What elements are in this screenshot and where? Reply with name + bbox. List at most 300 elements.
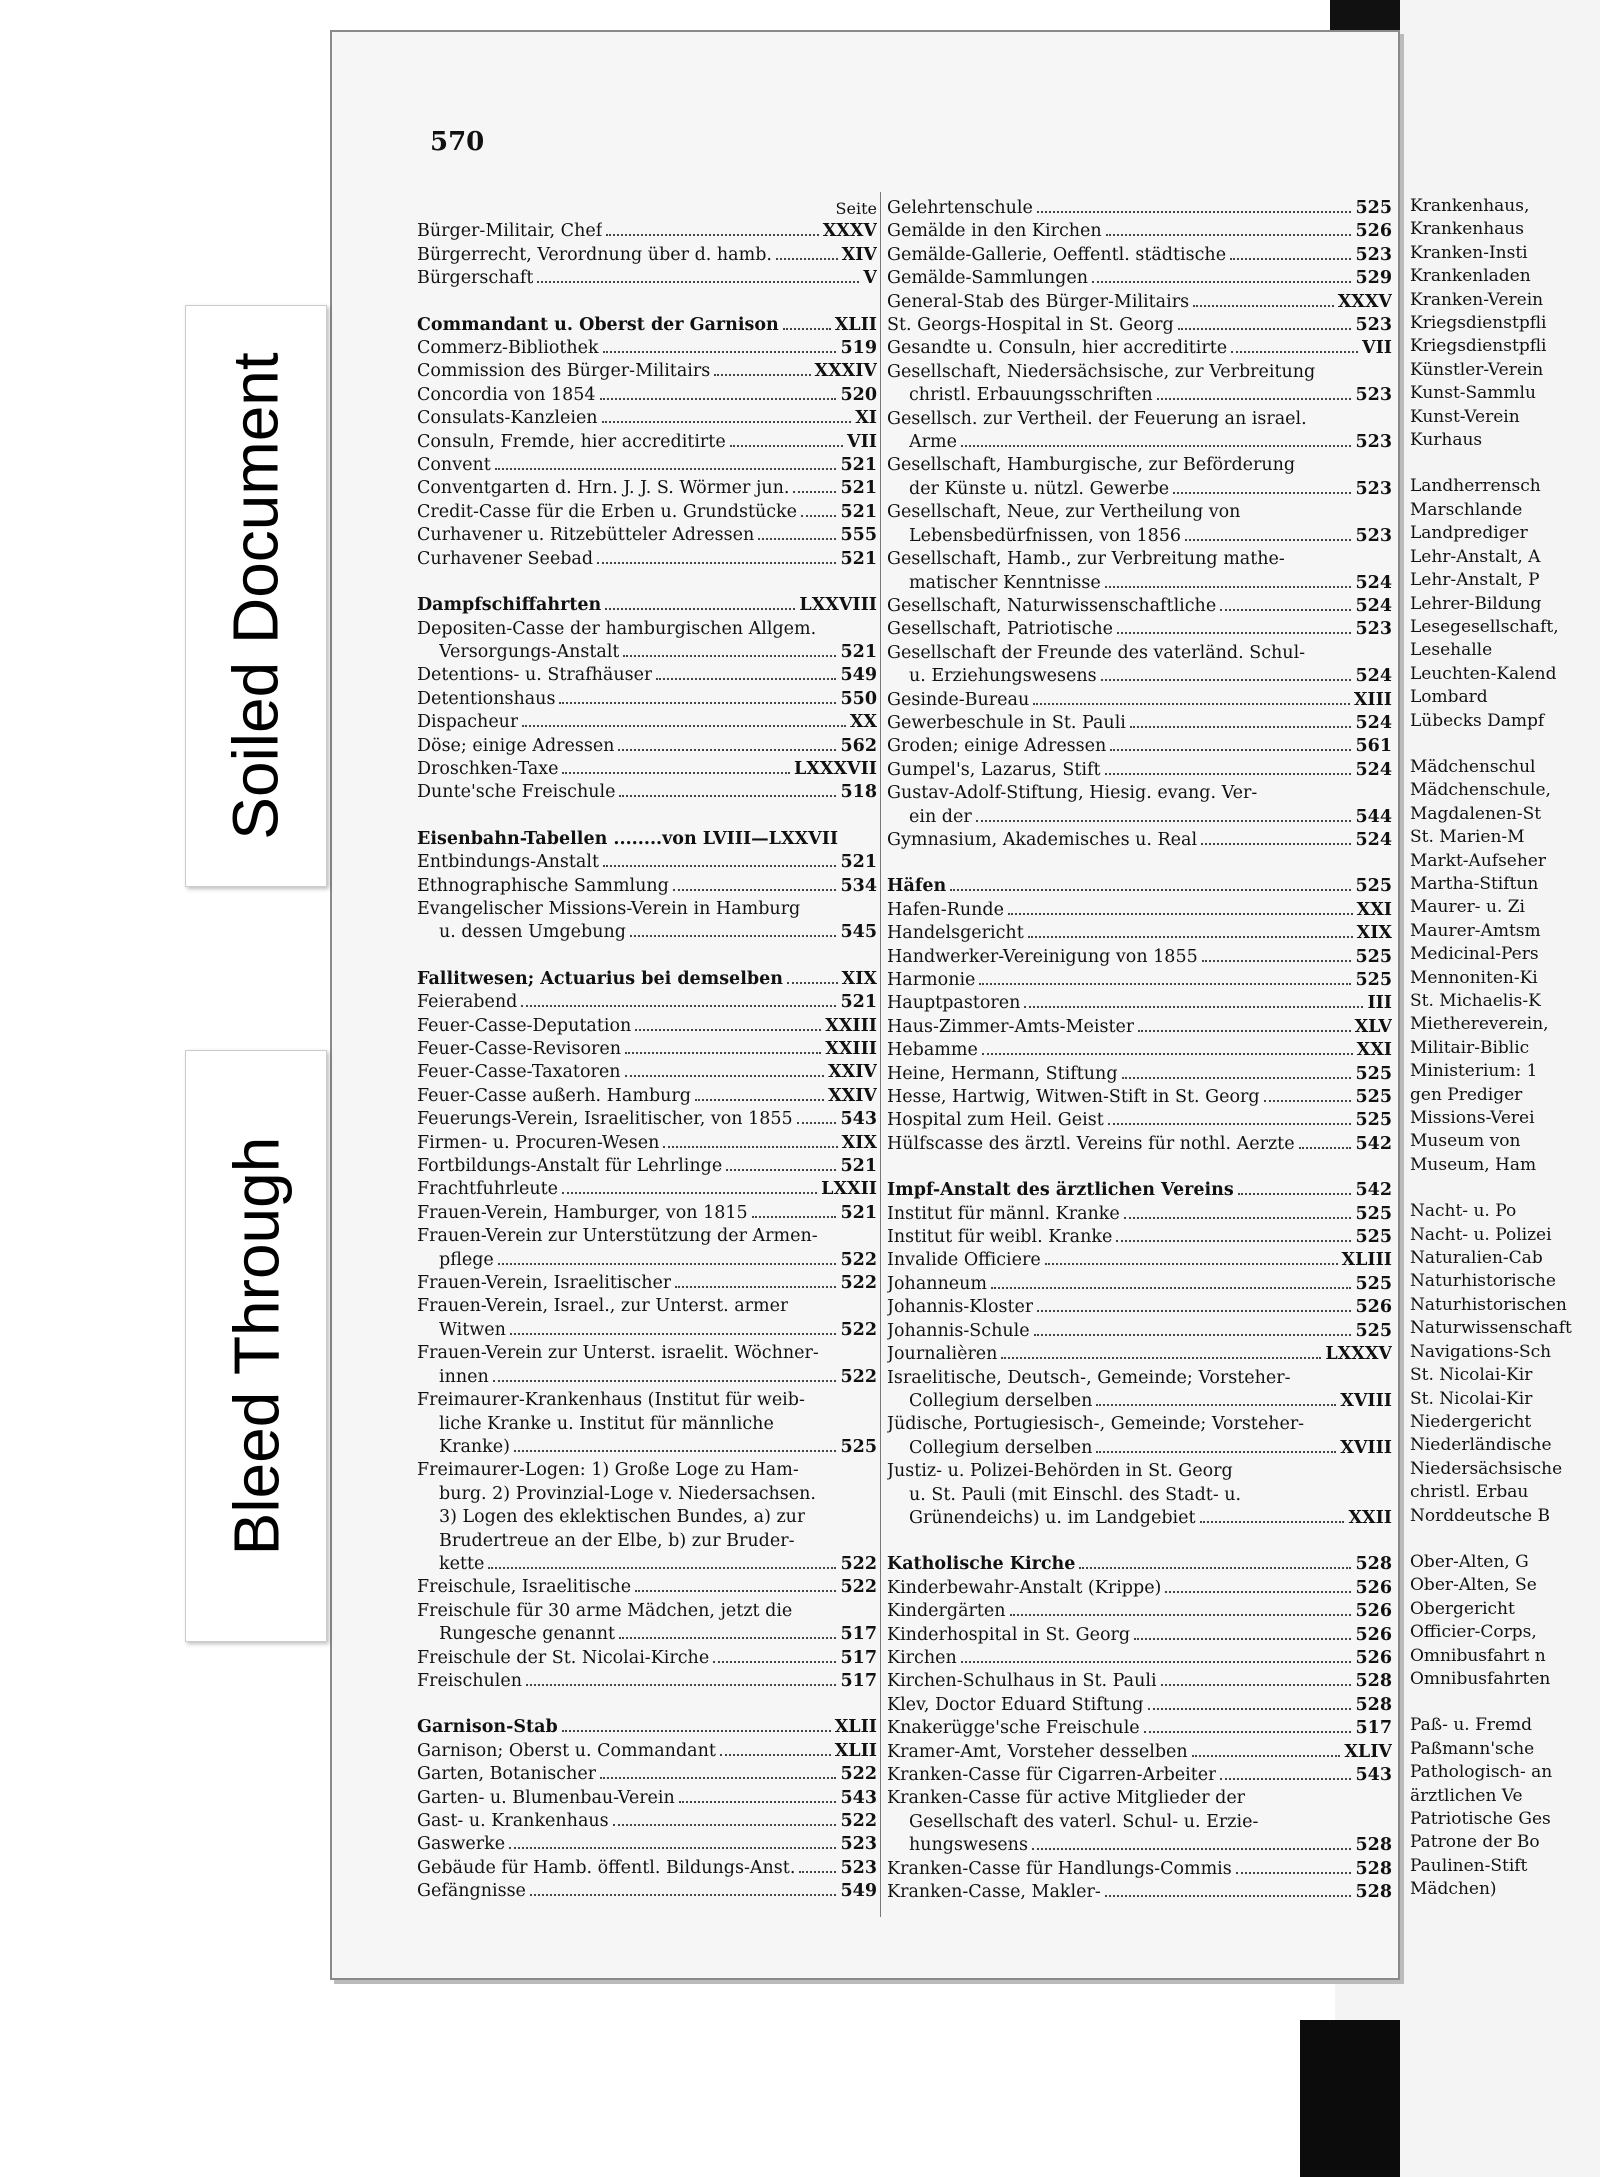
entry-text: Häfen — [887, 876, 947, 897]
entry-text: Dampfschiffahrten — [417, 595, 602, 616]
entry-page-ref: 522 — [840, 1811, 877, 1831]
entry-text: Brudertreue an der Elbe, b) zur Bruder- — [439, 1530, 795, 1551]
entry-text: Groden; einige Adressen — [887, 736, 1107, 757]
entry-text: Gemälde-Gallerie, Oeffentl. städtische — [887, 244, 1227, 265]
leader-dots — [713, 1661, 836, 1663]
entry-text: Gesellschaft der Freunde des vaterländ. Schul- — [887, 642, 1306, 663]
leader-dots — [1220, 609, 1351, 611]
entry-text: Grünendeichs) u. im Landgebiet — [909, 1507, 1196, 1528]
index-entry — [417, 1576, 877, 1599]
entry-text: Freischule für 30 arme Mädchen, jetzt die — [417, 1600, 793, 1621]
leader-dots — [526, 1684, 836, 1686]
index-entry — [417, 1670, 877, 1693]
entry-page-ref: 522 — [840, 1764, 877, 1785]
leader-dots — [1122, 1077, 1352, 1079]
index-entry — [887, 454, 1392, 477]
entry-page-ref: XXIII — [825, 1039, 877, 1059]
entry-page-ref: 549 — [840, 1881, 877, 1902]
adjacent-entry: Nacht- u. Polizei — [1410, 1224, 1552, 1245]
leader-dots — [1138, 1030, 1350, 1032]
entry-page-ref: 526 — [1355, 1601, 1392, 1622]
adjacent-entry: Omnibusfahrten — [1410, 1668, 1551, 1689]
leader-dots — [673, 889, 837, 891]
leader-dots — [1201, 843, 1351, 845]
entry-text: Ethnographische Sammlung — [417, 875, 669, 896]
entry-page-ref: 528 — [1355, 1858, 1392, 1879]
leader-dots — [1008, 913, 1353, 915]
adjacent-entry: St. Nicolai-Kir — [1410, 1388, 1533, 1409]
index-entry — [887, 665, 1392, 688]
leader-dots — [562, 1192, 817, 1194]
index-entry — [887, 1343, 1392, 1366]
entry-text: Gast- u. Krankenhaus — [417, 1811, 609, 1831]
entry-page-ref: LXXXVII — [794, 758, 877, 779]
entry-text: Bürger-Militair, Chef — [417, 221, 603, 242]
leader-dots — [787, 982, 838, 984]
adjacent-entry: Niederländische — [1410, 1435, 1552, 1456]
leader-dots — [1230, 258, 1351, 260]
index-entry — [887, 712, 1392, 735]
adjacent-entry: Mädchenschule, — [1410, 780, 1551, 801]
entry-text: Gustav-Adolf-Stiftung, Hiesig. evang. Ver- — [887, 783, 1258, 804]
entry-text: Frachtfuhrleute — [417, 1179, 559, 1200]
index-entry — [417, 711, 877, 734]
entry-page-ref: 528 — [1355, 1882, 1392, 1903]
leader-dots — [1033, 703, 1350, 705]
entry-text: burg. 2) Provinzial-Loge v. Niedersachsen. — [439, 1483, 816, 1504]
adjacent-entry: Mädchenschul — [1410, 756, 1536, 777]
book-page — [330, 30, 1400, 1980]
entry-page-ref: 555 — [840, 525, 877, 546]
leader-dots — [726, 1169, 836, 1171]
index-entry — [417, 1249, 877, 1272]
index-entry — [887, 1787, 1392, 1810]
index-entry — [887, 525, 1392, 548]
entry-page-ref: 521 — [840, 548, 877, 569]
entry-text: Gesellschaft, Niedersächsische, zur Verbreitung — [887, 361, 1316, 382]
entry-text: Consuln, Fremde, hier accreditirte — [417, 431, 726, 452]
entry-text: Gebäude für Hamb. öffentl. Bildungs-Anst. — [417, 1857, 796, 1878]
index-entry — [887, 1460, 1392, 1483]
leader-dots — [625, 1075, 825, 1077]
entry-page-ref: 525 — [1355, 876, 1392, 897]
leader-dots — [559, 702, 836, 704]
index-entry — [887, 314, 1392, 337]
leader-dots — [1096, 1404, 1336, 1406]
entry-page-ref: XLV — [1354, 1016, 1392, 1037]
adjacent-entry: Kunst-Sammlu — [1410, 383, 1536, 404]
index-entry — [887, 1016, 1392, 1039]
entry-text: Arme — [909, 432, 957, 453]
entry-page-ref: 526 — [1355, 1297, 1392, 1318]
leader-dots — [758, 538, 836, 540]
entry-page-ref: 524 — [1355, 666, 1392, 687]
entry-text: Freischule, Israelitische — [417, 1577, 632, 1598]
entry-page-ref: 523 — [1355, 385, 1392, 406]
entry-page-ref: 521 — [840, 1202, 877, 1223]
adjacent-entry: Kurhaus — [1410, 430, 1483, 451]
index-entry — [417, 1319, 877, 1342]
entry-page-ref: 523 — [1355, 619, 1392, 640]
index-entry — [417, 1600, 877, 1623]
entry-text: Feuerungs-Verein, Israelitischer, von 1855 — [417, 1109, 793, 1130]
index-entry — [417, 758, 877, 781]
adjacent-entry: Krankenhaus — [1410, 219, 1524, 240]
adjacent-entry: Naturhistorischen — [1410, 1294, 1567, 1315]
entry-page-ref: XLII — [834, 1717, 877, 1738]
entry-text: Institut für weibl. Kranke — [887, 1227, 1113, 1248]
entry-text: Feuer-Casse-Taxatoren — [417, 1062, 621, 1083]
index-entry — [887, 1858, 1392, 1881]
index-entry — [417, 875, 877, 898]
index-entry — [417, 781, 877, 804]
entry-page-ref: 522 — [840, 1366, 877, 1387]
entry-page-ref: 521 — [840, 992, 877, 1013]
entry-text: liche Kranke u. Institut für männliche — [439, 1413, 774, 1434]
adjacent-entry: Kunst-Verein — [1410, 406, 1520, 427]
index-entry — [417, 1506, 877, 1529]
adjacent-entry: Naturhistorische — [1410, 1271, 1556, 1292]
index-entry — [887, 1296, 1392, 1319]
leader-dots — [1106, 234, 1352, 236]
entry-text: Handelsgericht — [887, 923, 1024, 944]
leader-dots — [799, 1871, 836, 1873]
entry-page-ref: 520 — [840, 384, 877, 405]
leader-dots — [1193, 305, 1334, 307]
entry-text: Gesandte u. Consuln, hier accreditirte — [887, 338, 1228, 359]
entry-page-ref: 517 — [1355, 1718, 1392, 1739]
leader-dots — [498, 1263, 837, 1265]
index-entry — [417, 501, 877, 524]
adjacent-entry: Leuchten-Kalend — [1410, 663, 1557, 684]
index-entry — [417, 618, 877, 641]
adjacent-entry: Niedersächsische — [1410, 1458, 1563, 1479]
entry-text: Feuer-Casse-Deputation — [417, 1015, 632, 1036]
leader-dots — [675, 1286, 836, 1288]
index-entry — [887, 1624, 1392, 1647]
adjacent-entry: Krankenhaus, — [1410, 196, 1530, 216]
entry-text: Johannis-Schule — [887, 1320, 1030, 1341]
index-entry — [417, 898, 877, 921]
index-entry — [887, 1600, 1392, 1623]
leader-dots — [776, 258, 838, 260]
index-entry — [887, 642, 1392, 665]
entry-page-ref: VII — [1362, 338, 1392, 359]
leader-dots — [618, 749, 836, 751]
entry-page-ref: XXI — [1356, 1040, 1392, 1061]
adjacent-entry: Patriotische Ges — [1410, 1809, 1551, 1829]
leader-dots — [1096, 1451, 1336, 1453]
entry-page-ref: 522 — [840, 1553, 877, 1574]
section-gap — [417, 291, 877, 314]
adjacent-entry: St. Marien-M — [1410, 827, 1525, 848]
index-entry — [417, 1015, 877, 1038]
entry-text: 3) Logen des eklektischen Bundes, a) zur — [439, 1507, 806, 1528]
index-entry — [417, 1833, 877, 1856]
index-entry — [417, 1810, 877, 1833]
entry-text: Dispacheur — [417, 712, 519, 733]
leader-dots — [1105, 1895, 1352, 1897]
index-entry — [887, 1226, 1392, 1249]
adjacent-entry: Magdalenen-St — [1410, 803, 1542, 824]
entry-text: Kranken-Casse für active Mitglieder der — [887, 1788, 1246, 1809]
entry-text: Witwen — [439, 1319, 506, 1340]
leader-dots — [1037, 211, 1352, 213]
index-entry — [887, 595, 1392, 618]
leader-dots — [1130, 726, 1352, 728]
entry-text: Gesellschaft, Neue, zur Vertheilung von — [887, 502, 1241, 523]
section-gap — [417, 945, 877, 968]
index-entry — [887, 431, 1392, 454]
entry-page-ref: 526 — [1355, 1577, 1392, 1598]
index-entry — [887, 618, 1392, 641]
entry-text: u. Erziehungswesens — [909, 666, 1097, 687]
index-entry — [887, 1811, 1392, 1834]
entry-page-ref: 525 — [1355, 1063, 1392, 1084]
entry-text: Gesellschaft, Hamb., zur Verbreitung mathe- — [887, 549, 1285, 570]
leader-dots — [522, 725, 846, 727]
adjacent-entry: Nacht- u. Po — [1410, 1201, 1517, 1222]
leader-dots — [730, 445, 843, 447]
entry-page-ref: 543 — [1355, 1765, 1392, 1785]
adjacent-entry: gen Prediger — [1410, 1084, 1523, 1105]
adjacent-entry: Künstler-Verein — [1410, 359, 1544, 380]
index-entry — [887, 1577, 1392, 1600]
entry-page-ref: XLII — [834, 1740, 877, 1761]
leader-dots — [1134, 1638, 1351, 1640]
entry-text: Feierabend — [417, 992, 518, 1013]
leader-dots — [1037, 1310, 1351, 1312]
entry-text: Credit-Casse für die Erben u. Grundstücke — [417, 501, 798, 522]
entry-page-ref: XIX — [1356, 923, 1392, 944]
entry-page-ref: XVIII — [1340, 1390, 1392, 1411]
leader-dots — [1157, 398, 1352, 400]
leader-dots — [613, 1824, 837, 1826]
index-entry — [417, 1553, 877, 1576]
entry-text: Dunte'sche Freischule — [417, 782, 616, 803]
index-entry — [887, 220, 1392, 243]
leader-dots — [801, 515, 836, 517]
entry-page-ref: 562 — [840, 735, 877, 756]
adjacent-entry: Markt-Aufseher — [1410, 850, 1546, 871]
leader-dots — [982, 1053, 1353, 1055]
index-entry — [887, 501, 1392, 524]
entry-page-ref: LXXXV — [1325, 1344, 1392, 1365]
entry-page-ref: 523 — [840, 1834, 877, 1855]
entry-page-ref: 528 — [1355, 1671, 1392, 1692]
entry-text: Frauen-Verein, Israel., zur Unterst. armer — [417, 1296, 789, 1317]
entry-text: Garten, Botanischer — [417, 1764, 597, 1785]
section-gap — [417, 1693, 877, 1716]
entry-text: Bürgerschaft — [417, 268, 534, 289]
index-entry — [887, 1881, 1392, 1904]
leader-dots — [793, 491, 836, 493]
index-entry — [417, 1623, 877, 1646]
index-entry — [417, 314, 877, 337]
adjacent-entry: Mennoniten-Ki — [1410, 967, 1538, 988]
index-entry — [417, 851, 877, 874]
index-entry — [417, 1787, 877, 1810]
entry-page-ref: V — [863, 268, 877, 289]
index-entry — [417, 454, 877, 477]
entry-page-ref: XIX — [841, 968, 877, 989]
adjacent-entry: Maurer-Amtsm — [1410, 920, 1541, 941]
entry-page-ref: 542 — [1355, 1133, 1392, 1154]
entry-text: St. Georgs-Hospital in St. Georg — [887, 315, 1174, 336]
adjacent-entry: Ober-Alten, G — [1410, 1551, 1529, 1572]
entry-text: Johannis-Kloster — [887, 1297, 1034, 1318]
leader-dots — [1236, 1872, 1352, 1874]
entry-text: Detentionshaus — [417, 688, 556, 709]
entry-text: Freischule der St. Nicolai-Kirche — [417, 1647, 710, 1668]
entry-text: Freischulen — [417, 1670, 523, 1691]
leader-dots — [521, 1005, 836, 1007]
entry-page-ref: 517 — [840, 1624, 877, 1645]
entry-text: Kirchen-Schulhaus in St. Pauli — [887, 1671, 1157, 1692]
index-entry — [887, 1764, 1392, 1787]
index-entry — [887, 197, 1392, 220]
index-entry — [417, 1085, 877, 1108]
section-gap — [1410, 1528, 1572, 1551]
index-entry — [417, 1108, 877, 1131]
entry-text: Consulats-Kanzleien — [417, 408, 598, 429]
leader-dots — [603, 865, 836, 867]
index-entry — [417, 1857, 877, 1880]
index-entry — [417, 1202, 877, 1225]
entry-page-ref: 543 — [840, 1109, 877, 1130]
entry-text: Firmen- u. Procuren-Wesen — [417, 1132, 660, 1153]
entry-page-ref: 544 — [1355, 806, 1392, 827]
adjacent-entry: Pathologisch- an — [1410, 1762, 1553, 1783]
index-entry — [417, 1342, 877, 1365]
entry-page-ref: 517 — [840, 1670, 877, 1691]
index-entry — [417, 1061, 877, 1084]
adjacent-entry: Martha-Stiftun — [1410, 873, 1539, 894]
entry-page-ref: 522 — [840, 1319, 877, 1340]
entry-page-ref: XLIV — [1344, 1741, 1392, 1762]
leader-dots — [1032, 1848, 1352, 1850]
entry-text: Detentions- u. Strafhäuser — [417, 665, 653, 686]
scan-edge-dark-bottom — [1300, 2020, 1400, 2177]
entry-text: Hauptpastoren — [887, 993, 1021, 1014]
leader-dots — [630, 935, 837, 937]
adjacent-entry: Medicinal-Pers — [1410, 944, 1539, 965]
entry-text: Hafen-Runde — [887, 899, 1004, 920]
index-entry — [887, 1133, 1392, 1156]
leader-dots — [1173, 492, 1351, 494]
index-entry — [887, 1039, 1392, 1062]
index-entry — [417, 828, 877, 851]
leader-dots — [603, 351, 837, 353]
adjacent-entry: Missions-Verei — [1410, 1108, 1535, 1129]
leader-dots — [562, 1730, 831, 1732]
leader-dots — [1117, 632, 1351, 634]
index-entry — [887, 735, 1392, 758]
index-entry — [417, 1436, 877, 1459]
entry-text: Gelehrtenschule — [887, 198, 1033, 218]
entry-page-ref: 521 — [840, 1156, 877, 1177]
leader-dots — [597, 562, 836, 564]
leader-dots — [1110, 749, 1351, 751]
index-entry — [887, 548, 1392, 571]
index-entry — [887, 408, 1392, 431]
index-entry — [887, 1834, 1392, 1857]
leader-dots — [1034, 1334, 1352, 1336]
entry-page-ref: 526 — [1355, 221, 1392, 242]
index-entry — [887, 478, 1392, 501]
index-entry — [417, 968, 877, 991]
index-entry — [887, 1086, 1392, 1109]
leader-dots — [961, 1661, 1352, 1663]
leader-dots — [797, 1122, 837, 1124]
index-entry — [887, 875, 1392, 898]
entry-text: hungswesens — [909, 1835, 1028, 1856]
entry-text: Impf-Anstalt des ärztlichen Vereins — [887, 1180, 1234, 1201]
entry-text: Commission des Bürger-Militairs — [417, 361, 711, 382]
adjacent-entry: Kriegsdienstpfli — [1410, 336, 1547, 357]
entry-text: Concordia von 1854 — [417, 384, 596, 405]
entry-text: Collegium derselben — [909, 1437, 1093, 1458]
entry-text: der Künste u. nützl. Gewerbe — [909, 478, 1170, 499]
index-entry — [887, 1203, 1392, 1226]
entry-text: Fallitwesen; Actuarius bei demselben — [417, 968, 783, 989]
entry-page-ref: XI — [855, 408, 877, 429]
index-entry — [417, 641, 877, 664]
leader-dots — [663, 1146, 837, 1148]
bleed-through-label — [185, 1050, 327, 1642]
index-entry — [887, 1273, 1392, 1296]
adjacent-entry: Museum, Ham — [1410, 1154, 1537, 1175]
leader-dots — [600, 398, 837, 400]
entry-text: Feuer-Casse-Revisoren — [417, 1039, 622, 1059]
entry-page-ref: XXII — [1348, 1507, 1392, 1528]
leader-dots — [1192, 1755, 1341, 1757]
leader-dots — [623, 655, 836, 657]
entry-text: Gesellsch. zur Vertheil. der Feuerung an israel. — [887, 408, 1307, 429]
leader-dots — [1200, 1521, 1345, 1523]
entry-page-ref: 524 — [1355, 572, 1392, 593]
index-entry — [887, 1717, 1392, 1740]
entry-text: pflege — [439, 1249, 494, 1270]
entry-text: Commerz-Bibliothek — [417, 338, 599, 359]
leader-dots — [714, 374, 810, 376]
entry-page-ref: XLII — [834, 314, 877, 335]
entry-page-ref: VII — [847, 431, 877, 452]
bleed-through-text: Bleed Through — [220, 1136, 292, 1556]
index-entry — [887, 992, 1392, 1015]
leader-dots — [1010, 1614, 1352, 1616]
leader-dots — [537, 281, 859, 283]
entry-page-ref: 521 — [840, 501, 877, 522]
leader-dots — [1299, 1147, 1352, 1149]
entry-text: Entbindungs-Anstalt — [417, 852, 599, 873]
adjacent-entry: Obergericht — [1410, 1598, 1515, 1619]
leader-dots — [635, 1590, 836, 1592]
index-entry — [417, 1530, 877, 1553]
entry-text: Gesellschaft des vaterl. Schul- u. Erzie- — [909, 1811, 1259, 1832]
entry-text: Gesellschaft, Patriotische — [887, 619, 1113, 640]
index-entry — [887, 1437, 1392, 1460]
entry-page-ref: 521 — [840, 478, 877, 499]
leader-dots — [619, 795, 836, 797]
entry-text: Garnison-Stab — [417, 1717, 558, 1738]
leader-dots — [1202, 960, 1352, 962]
entry-page-ref: XXIV — [828, 1062, 877, 1083]
leader-dots — [606, 234, 819, 236]
entry-text: Lebensbedürfnissen, von 1856 — [909, 525, 1182, 546]
entry-text: Convent — [417, 455, 491, 476]
entry-page-ref: LXXII — [821, 1179, 877, 1200]
